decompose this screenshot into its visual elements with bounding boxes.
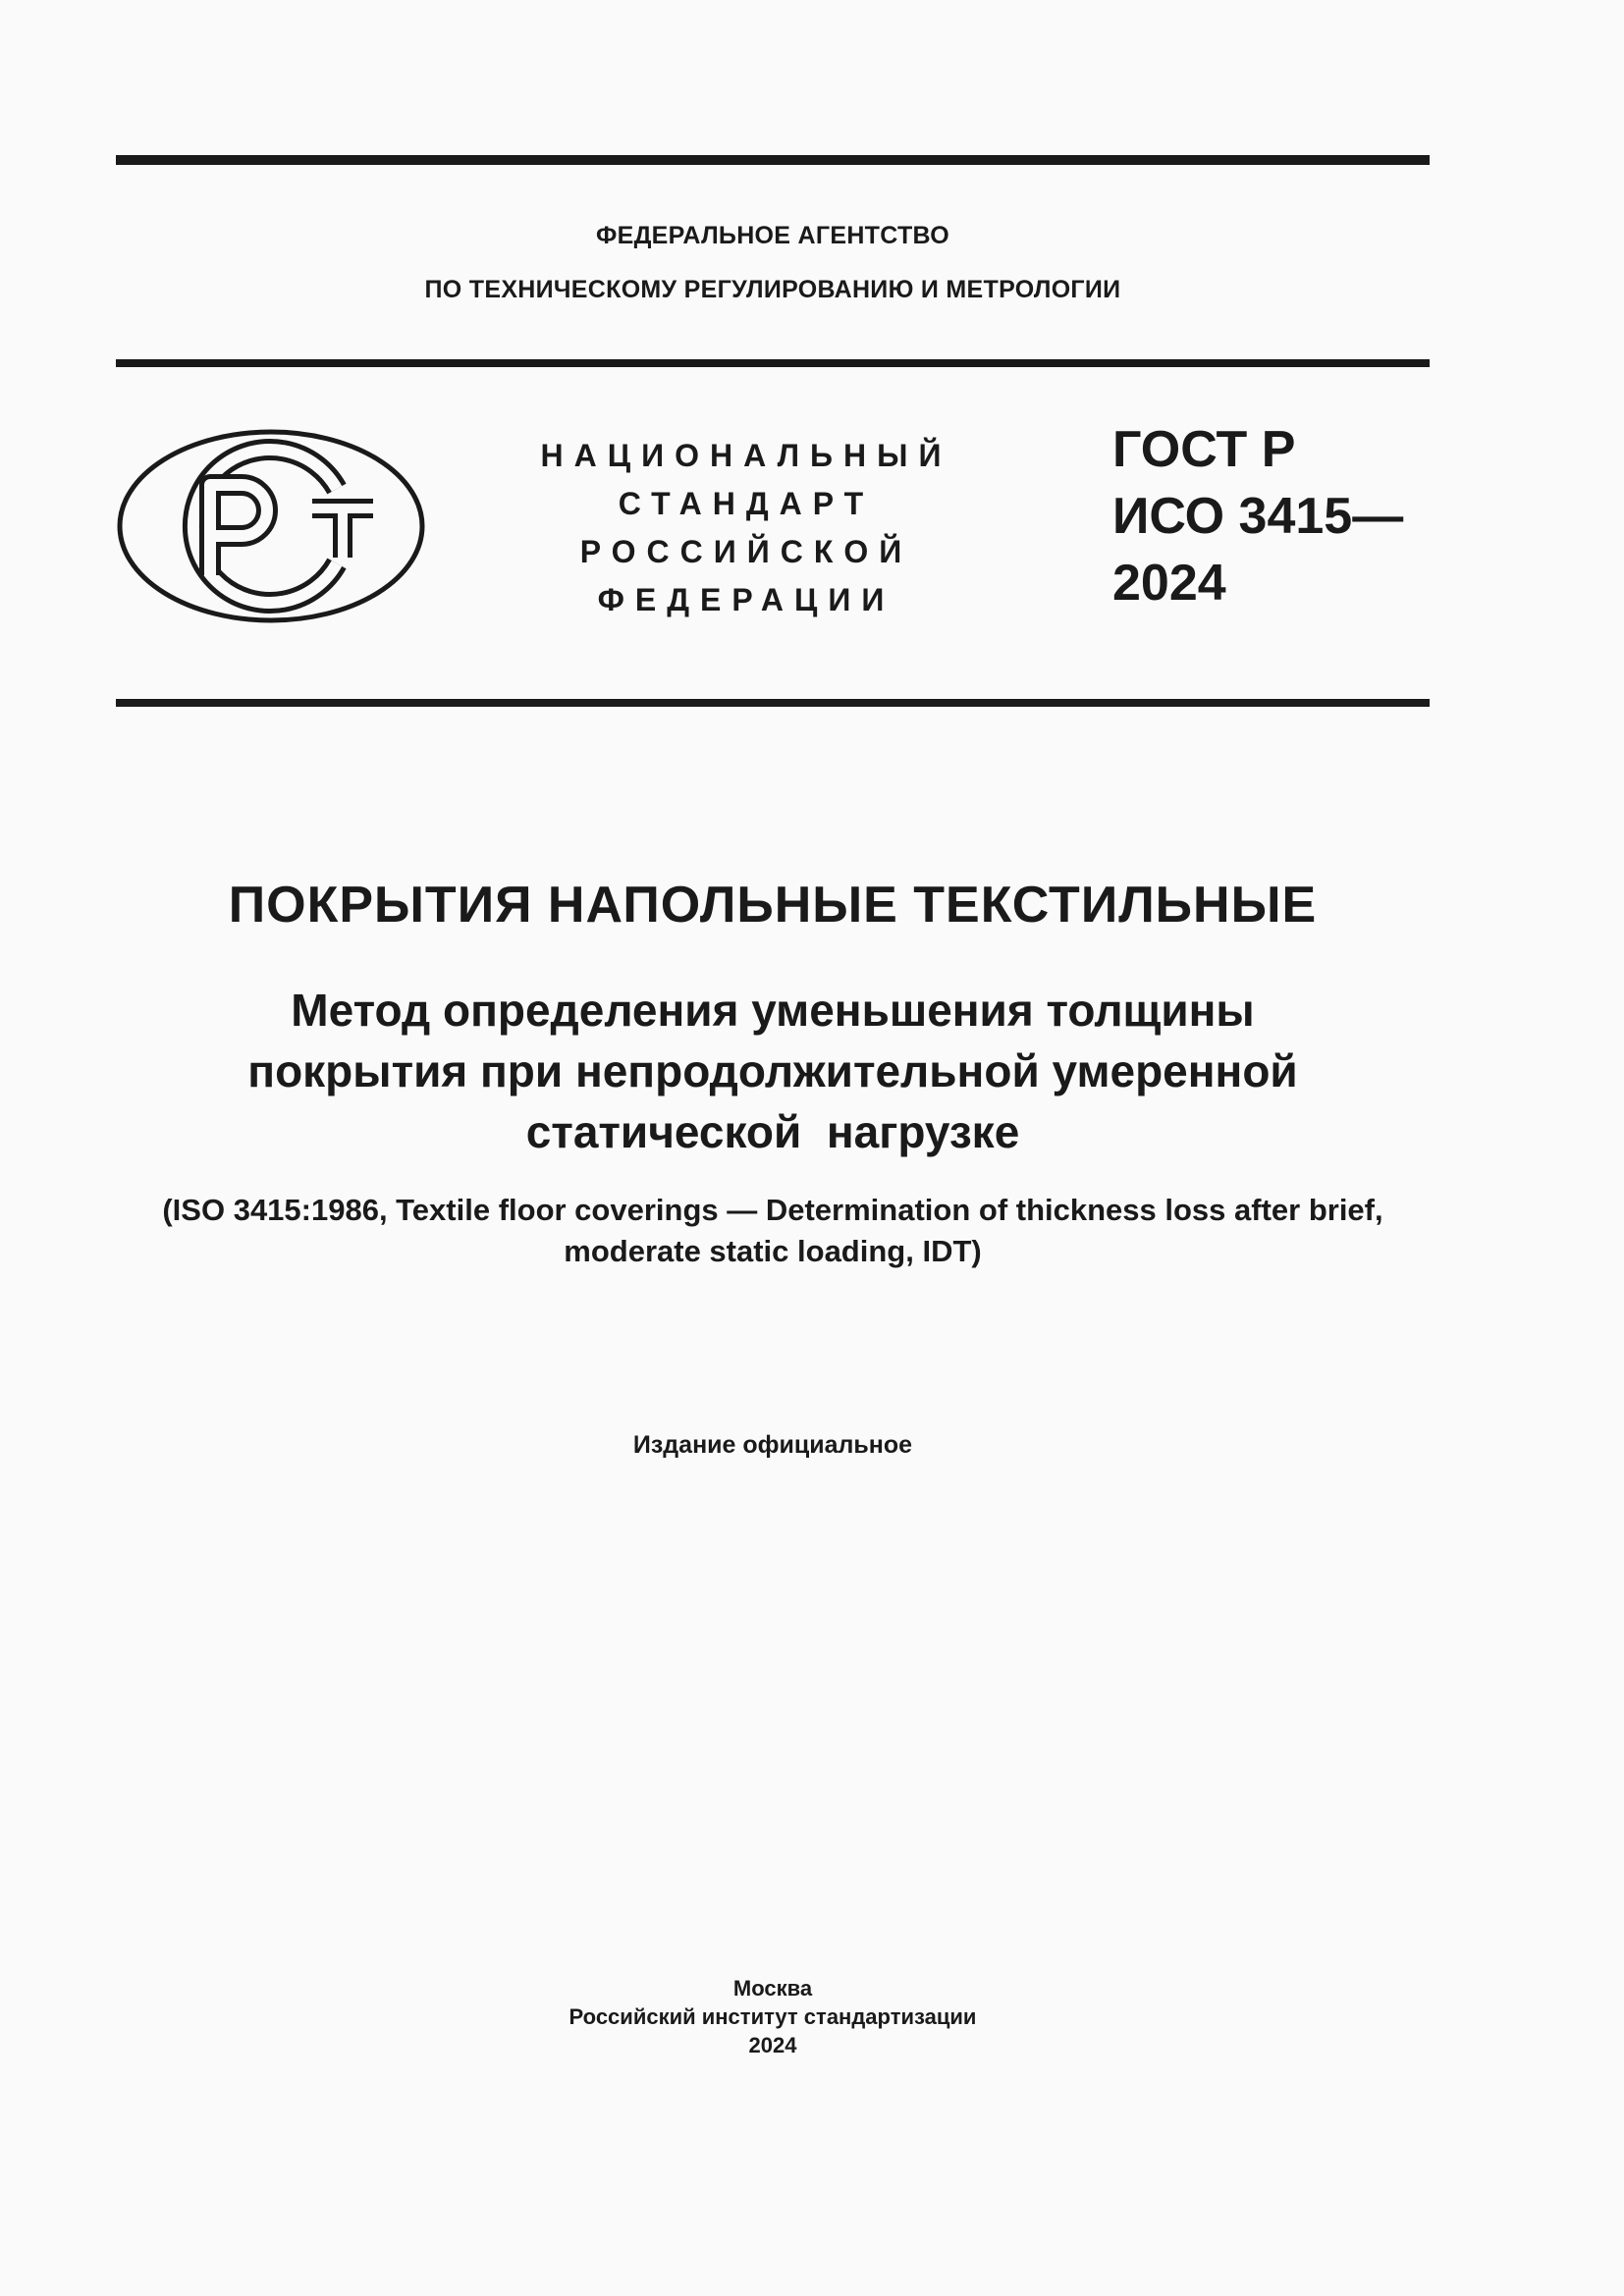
national-line: ФЕДЕРАЦИИ <box>597 582 895 617</box>
gost-line: ГОСТ Р <box>1112 421 1296 478</box>
gost-line: ИСО 3415— <box>1112 488 1404 545</box>
subtitle-line: покрытия при непродолжительной умеренной <box>247 1045 1298 1096</box>
agency-line-1: ФЕДЕРАЛЬНОЕ АГЕНТСТВО <box>595 222 950 249</box>
subtitle-line: статической нагрузке <box>525 1106 1020 1157</box>
designation-rule <box>116 699 1430 707</box>
iso-reference <box>98 1190 1447 1272</box>
top-rule <box>116 155 1430 165</box>
iso-line: (ISO 3415:1986, Textile floor coverings — Determination of thickness loss after brief, <box>162 1193 1383 1227</box>
document-subtitle <box>116 980 1430 1162</box>
iso-line: moderate static loading, IDT) <box>564 1234 982 1268</box>
national-line: РОССИЙСКОЙ <box>579 534 913 569</box>
imprint-city: Москва <box>732 1976 813 2001</box>
document-title: ПОКРЫТИЯ НАПОЛЬНЫЕ ТЕКСТИЛЬНЫЕ <box>228 877 1318 934</box>
gost-line: 2024 <box>1112 555 1226 612</box>
agency-line-2: ПО ТЕХНИЧЕСКОМУ РЕГУЛИРОВАНИЮ И МЕТРОЛОГИИ <box>424 276 1121 303</box>
national-line: НАЦИОНАЛЬНЫЙ <box>540 438 952 473</box>
header-rule <box>116 359 1430 367</box>
national-standard-label <box>530 432 962 624</box>
subtitle-line: Метод определения уменьшения толщины <box>291 985 1255 1036</box>
rst-certification-mark-icon <box>116 428 426 624</box>
imprint-year: 2024 <box>748 2033 797 2057</box>
edition-label: Издание официальное <box>632 1431 913 1459</box>
imprint-publisher: Российский институт стандартизации <box>568 2004 977 2029</box>
national-line: СТАНДАРТ <box>618 486 875 521</box>
gost-designation <box>1112 416 1403 616</box>
imprint <box>116 1974 1430 2059</box>
